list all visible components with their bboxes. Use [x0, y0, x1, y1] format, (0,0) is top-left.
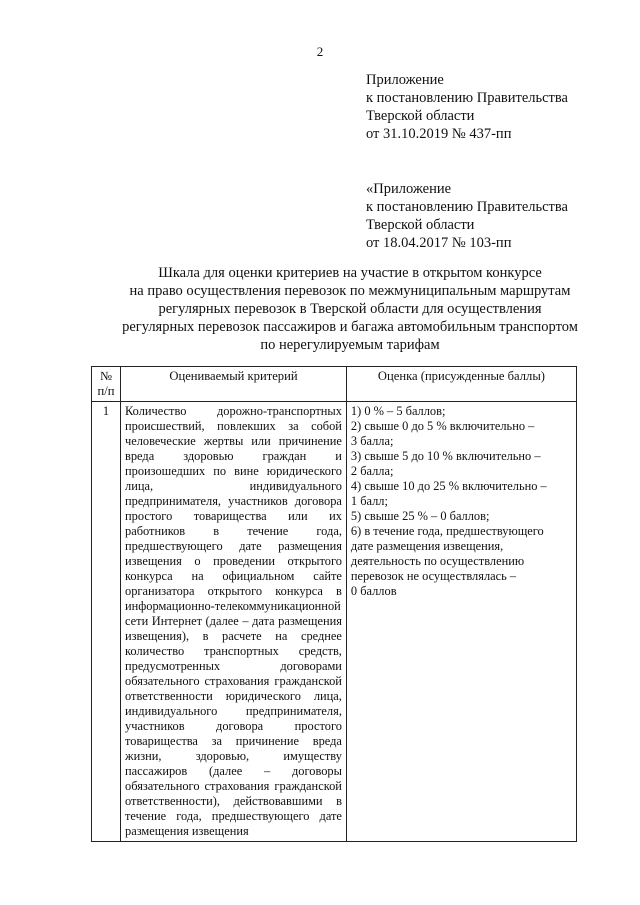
appendix-line: к постановлению Правительства — [366, 199, 568, 215]
score-line: 4) свыше 10 до 25 % включительно – — [350, 479, 547, 493]
appendix-current-reference — [366, 71, 568, 143]
header-criterion: Оцениваемый критерий — [121, 367, 347, 402]
score-line: деятельность по осуществлению — [350, 554, 525, 568]
score-line: перевозок не осуществлялась – — [350, 569, 517, 583]
criteria-table — [91, 366, 577, 842]
page-number: 2 — [316, 44, 324, 59]
appendix-line: от 31.10.2019 № 437-пп — [366, 126, 512, 142]
title-line: по нерегулируемым тарифам — [260, 337, 440, 353]
header-score: Оценка (присужденные баллы) — [346, 367, 576, 402]
score-line: дате размещения извещения, — [350, 539, 504, 553]
score-cell — [346, 402, 576, 842]
score-line: 3 балла; — [350, 434, 394, 448]
appendix-line: «Приложение — [366, 181, 452, 197]
score-line: 6) в течение года, предшествующего — [350, 524, 544, 538]
score-line: 1 балл; — [350, 494, 388, 508]
title-line: регулярных перевозок пассажиров и багажа автомобильным транспортом — [122, 319, 578, 335]
document-title — [60, 264, 640, 354]
score-line: 0 баллов — [350, 584, 397, 598]
appendix-line: Приложение — [366, 72, 444, 88]
title-line: Шкала для оценки критериев на участие в открытом конкурсе — [158, 265, 542, 281]
criterion-text: Количество дорожно-транспортных происшествий, повлекших за собой человеческие жертвы или причинение вреда здоровью граждан и произошедших по вине юридического лица, индивидуального предпринимателя, участников договора простого товарищества или их работников в течение года, предшествующего дате размещения извещения о проведении открытого конкурса на официальном сайте организатора открытого конкурса в информационно-телекоммуникационной сети Интернет (далее – дата размещения извещения), в расчете на среднее количество транспортных средств, предусмотренных договорами обязательного страхования гражданской ответственности юридического лица, индивидуального предпринимателя, участников договора простого товарищества за причинение вреда жизни, здоровью, имуществу пассажиров (далее – договоры обязательного страхования гражданской ответственности), действовавшими в течение года, предшествующего дате размещения извещения — [121, 402, 347, 842]
appendix-original-reference — [366, 180, 568, 252]
appendix-line: Тверской области — [366, 217, 475, 233]
title-line: на право осуществления перевозок по межмуниципальным маршрутам — [129, 283, 571, 299]
score-line: 2) свыше 0 до 5 % включительно – — [350, 419, 535, 433]
score-line: 5) свыше 25 % – 0 баллов; — [350, 509, 490, 523]
row-number: 1 — [92, 402, 121, 842]
appendix-line: Тверской области — [366, 108, 475, 124]
score-line: 2 балла; — [350, 464, 394, 478]
title-line: регулярных перевозок в Тверской области для осуществления — [158, 301, 542, 317]
table-row — [92, 402, 577, 842]
appendix-line: от 18.04.2017 № 103-пп — [366, 235, 512, 251]
score-line: 1) 0 % – 5 баллов; — [350, 404, 446, 418]
table-header-row — [92, 367, 577, 402]
appendix-line: к постановлению Правительства — [366, 90, 568, 106]
score-line: 3) свыше 5 до 10 % включительно – — [350, 449, 541, 463]
header-number: № п/п — [92, 367, 121, 402]
